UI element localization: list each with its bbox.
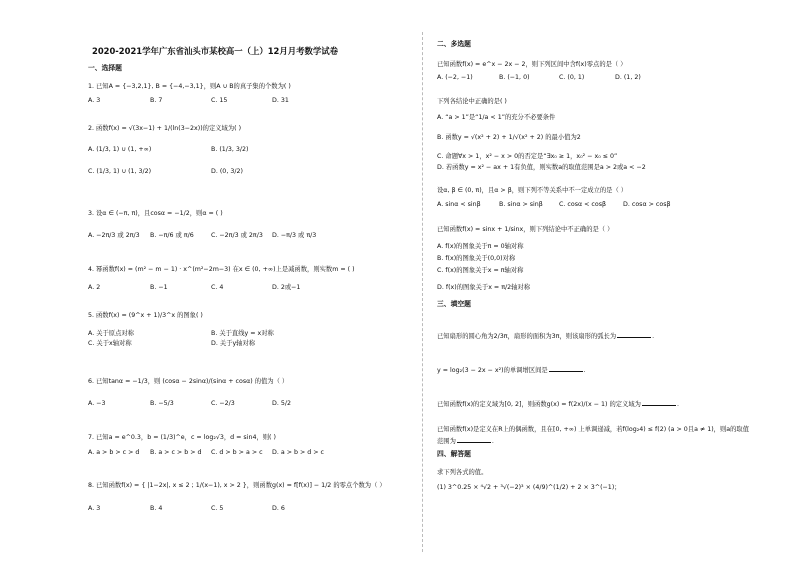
question-16-line-2 (437, 437, 494, 446)
question-5-stem: 5. 函数f(x) = (9^x + 1)/3^x 的图象( ) (88, 312, 203, 319)
question-16-period: . (491, 438, 494, 445)
answer-blank (549, 366, 583, 372)
question-10-option-a: A. “a > 1”是“1/a < 1”的充分不必要条件 (437, 114, 556, 121)
question-6-option-a: A. −3 (88, 400, 106, 407)
question-7-option-b: B. a > c > b > d (150, 449, 202, 456)
question-9-option-a: A. (−2, −1) (437, 74, 473, 81)
section-heading-single-choice: 一、选择题 (88, 64, 122, 72)
question-4-option-c: C. 4 (211, 284, 224, 291)
question-12-option-b: B. f(x)的图象关于(0,0)对称 (437, 255, 516, 262)
question-7-stem: 7. 已知a = e^0.3，b = (1/3)^e，c = log₂√3，d = sin4，则( ) (88, 434, 276, 441)
question-10-option-c: C. 命题∀x > 1，x² − x > 0的否定是“∃x₀ ≥ 1，x₀² − x₀ ≤ 0” (437, 153, 618, 160)
question-7-option-d: D. a > b > d > c (272, 449, 325, 456)
question-13 (437, 332, 654, 341)
section-heading-solutions: 四、解答题 (437, 450, 471, 458)
question-6-option-b: B. −5/3 (150, 400, 174, 407)
question-7-option-c: C. d > b > a > c (211, 449, 263, 456)
question-15 (437, 400, 679, 409)
question-4-stem: 4. 幂函数f(x) = (m² − m − 1) · x^(m²−2m−3) 在x ∈ (0, +∞)上是减函数，则实数m = ( ) (88, 266, 355, 273)
question-5-option-d: D. 关于y轴对称 (211, 340, 256, 347)
question-13-period: . (652, 333, 655, 340)
answer-blank (617, 332, 651, 338)
question-9-option-b: B. (−1, 0) (499, 74, 530, 81)
question-1-option-b: B. 7 (150, 97, 163, 104)
question-8-option-d: D. 6 (272, 505, 285, 512)
question-4-option-a: A. 2 (88, 284, 101, 291)
question-8-stem: 8. 已知函数f(x) = { |1−2x|, x ≤ 2 ; 1/(x−1), x > 2 }，则函数g(x) = f[f(x)] − 1/2 的零点个数为（ ） (88, 482, 386, 489)
question-2-stem: 2. 函数f(x) = √(3x−1) + 1/(ln(3−2x))的定义域为( ) (88, 125, 242, 132)
question-16-line-1: 已知函数f(x)是定义在R上的偶函数，且在[0, +∞) 上单调递减，若f(log₂4) ≤ f(2) (a > 0且a ≠ 1)，则a的取值 (437, 426, 750, 433)
answer-blank (457, 437, 491, 443)
question-11-option-d: D. cosα > cosβ (623, 201, 671, 208)
question-15-text: 已知函数f(x)的定义域为[0, 2]，则函数g(x) = f(2x)/(x − 1) 的定义域为 (437, 401, 641, 408)
question-2-option-a: A. (1/3, 1) ∪ (1, +∞) (88, 146, 152, 153)
question-1-stem: 1. 已知A = {−3,2,1}, B = {−4,−3,1}，则A ∪ B的真子集的个数为( ) (88, 83, 291, 90)
question-5-option-a: A. 关于原点对称 (88, 330, 134, 337)
question-12-stem: 已知函数f(x) = sinx + 1/sinx，则下列结论中不正确的是（ ） (437, 226, 614, 233)
question-5-option-b: B. 关于直线y = x对称 (211, 330, 274, 337)
question-4-option-d: D. 2或−1 (272, 284, 301, 291)
question-1-option-d: D. 31 (272, 97, 289, 104)
question-15-period: . (676, 401, 679, 408)
question-8-option-b: B. 4 (150, 505, 163, 512)
question-11-stem: 设α, β ∈ (0, π)，且α > β，则下列不等关系中不一定成立的是（ ） (437, 187, 628, 194)
question-12-option-a: A. f(x)的图象关于π = 0轴对称 (437, 243, 524, 250)
column-divider (422, 32, 423, 552)
page-title: 2020-2021学年广东省汕头市某校高一（上）12月月考数学试卷 (92, 46, 338, 56)
question-11-option-a: A. sinα < sinβ (437, 201, 481, 208)
question-9-stem: 已知函数f(x) = e^x − 2x − 2，则下列区间中含f(x)零点的是（ ） (437, 61, 627, 68)
question-3-option-b: B. −π/6 或 π/6 (150, 232, 194, 239)
question-3-option-d: D. −π/3 或 π/3 (272, 232, 317, 239)
question-9-option-c: C. (0, 1) (559, 74, 585, 81)
question-12-option-d: D. f(x)的图象关于x = π/2轴对称 (437, 284, 531, 291)
question-1-option-c: C. 15 (211, 97, 228, 104)
question-10-stem: 下列各结论中正确的是( ) (437, 98, 507, 105)
question-12-option-c: C. f(x)的图象关于x = π轴对称 (437, 267, 524, 274)
question-3-stem: 3. 设α ∈ (−π, π)，且cosα = −1/2，则α = ( ) (88, 210, 223, 217)
question-11-option-c: C. cosα < cosβ (559, 201, 607, 208)
question-9-option-d: D. (1, 2) (615, 74, 641, 81)
question-10-option-d: D. 若函数y = x² − ax + 1有负值，则实数a的取值范围是a > 2或a < −2 (437, 164, 646, 171)
question-3-option-a: A. −2π/3 或 2π/3 (88, 232, 140, 239)
section-heading-fill-in: 三、填空题 (437, 300, 471, 308)
question-10-option-b: B. 函数y = √(x² + 2) + 1/√(x² + 2) 的最小值为2 (437, 134, 581, 141)
question-6-option-d: D. 5/2 (272, 400, 291, 407)
question-2-option-b: B. (1/3, 3/2) (211, 146, 249, 153)
question-17-stem: 求下列各式的值。 (437, 469, 488, 476)
question-5-option-c: C. 关于x轴对称 (88, 340, 132, 347)
question-6-stem: 6. 已知tanα = −1/3，则 (cosα − 2sinα)/(sinα + cosα) 的值为（ ） (88, 378, 289, 385)
question-7-option-a: A. a > b > c > d (88, 449, 140, 456)
question-8-option-a: A. 3 (88, 505, 101, 512)
question-3-option-c: C. −2π/3 或 2π/3 (211, 232, 263, 239)
question-11-option-b: B. sinα > sinβ (499, 201, 543, 208)
question-16-text: 范围为 (437, 438, 456, 445)
question-17-part-1: (1) 3^0.25 × ⁴√2 + ³√(−2)³ × (4/9)^(1/2) + 2 × 3^(−1)； (437, 484, 621, 491)
question-2-option-d: D. (0, 3/2) (211, 168, 243, 175)
section-heading-multiple-choice: 二、多选题 (437, 40, 471, 48)
question-4-option-b: B. −1 (150, 284, 168, 291)
question-8-option-c: C. 5 (211, 505, 224, 512)
question-14 (437, 366, 586, 375)
question-14-period: . (583, 367, 586, 374)
question-13-text: 已知扇形的圆心角为2/3π，扇形的面积为3π，则该扇形的弧长为 (437, 333, 617, 340)
question-14-text: y = log₂(3 − 2x − x²)的单调增区间是 (437, 367, 548, 374)
answer-blank (642, 400, 676, 406)
question-6-option-c: C. −2/3 (211, 400, 235, 407)
question-2-option-c: C. (1/3, 1) ∪ (1, 3/2) (88, 168, 152, 175)
question-1-option-a: A. 3 (88, 97, 101, 104)
